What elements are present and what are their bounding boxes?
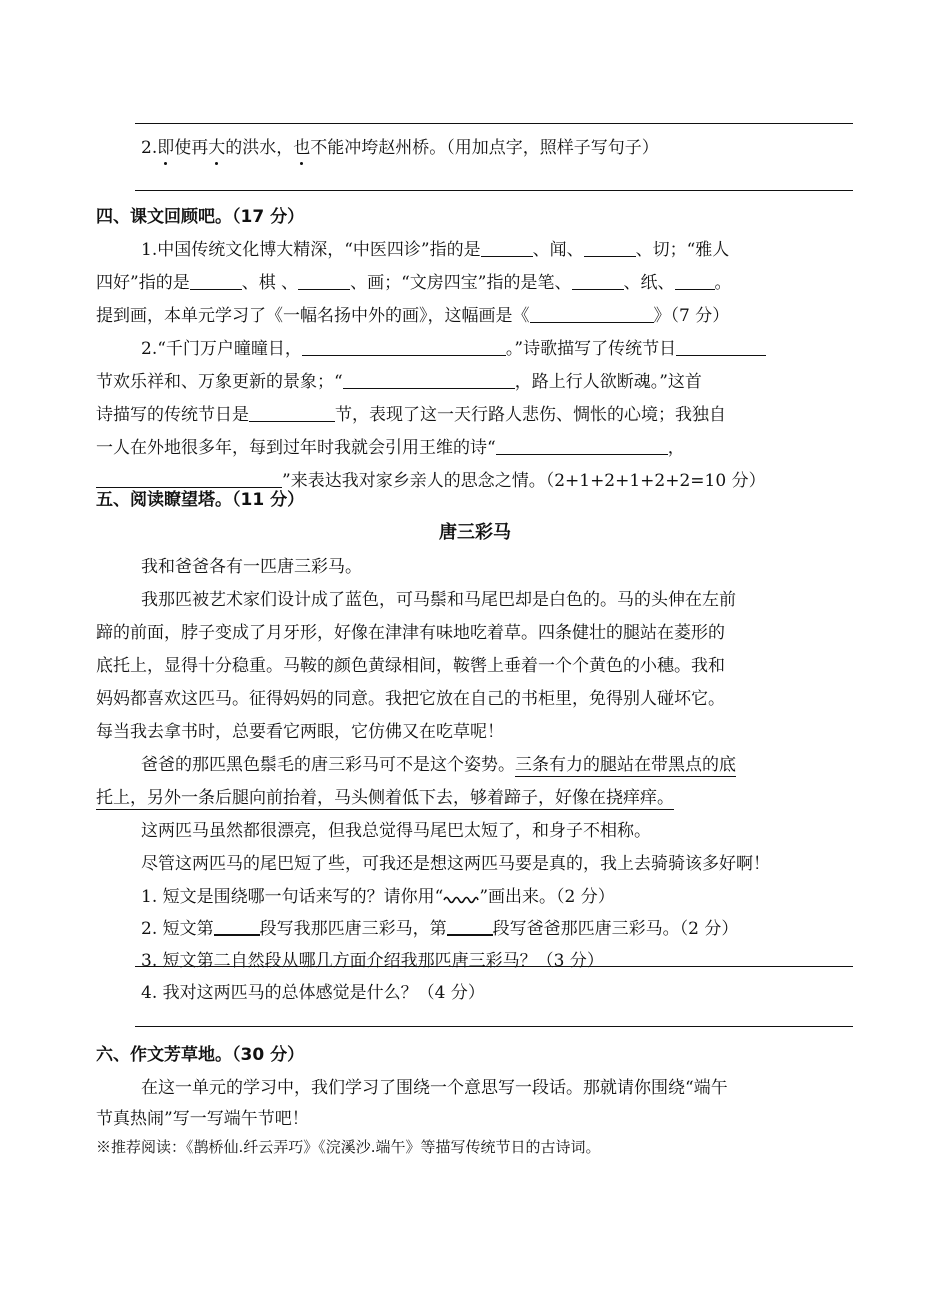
fill-blank[interactable] <box>584 240 636 257</box>
fill-blank[interactable] <box>302 339 506 356</box>
passage-paragraph-4: 这两匹马虽然都很漂亮，但我总觉得马尾巴太短了，和身子不相称。 <box>141 821 651 841</box>
part4-q1-line1: 1.中国传统文化博大精深，“中医四诊”指的是 、闻、 、切；“雅人 <box>141 240 730 260</box>
section-heading-5: 五、阅读瞭望塔。（11 分） <box>96 490 305 510</box>
fill-blank[interactable] <box>298 273 350 290</box>
recommended-reading-note: ※推荐阅读：《鹊桥仙.纤云弄巧》《浣溪沙.端午》等描写传统节日的古诗词。 <box>96 1138 601 1156</box>
part5-question-1: 1. 短文是围绕哪一句话来写的？请你用“ ”画出来。（2 分） <box>141 887 615 907</box>
underlined-sentence: 托上，另外一条后腿向前抬着，马头侧着低下去，够着蹄子，好像在挠痒痒。 <box>96 788 674 808</box>
part4-q2-line1: 2.“千门万户曈曈日， 。”诗歌描写了传统节日 <box>141 334 766 359</box>
passage-paragraph-3-line2 <box>96 783 674 808</box>
fill-blank[interactable] <box>675 273 715 290</box>
fill-blank[interactable] <box>249 405 335 422</box>
passage-paragraph-2-line1: 我那匹被艺术家们设计成了蓝色，可马鬃和马尾巴却是白色的。马的头伸在左前 <box>141 590 736 610</box>
wavy-line-icon <box>443 894 479 904</box>
fill-blank[interactable] <box>190 273 242 290</box>
answer-line[interactable] <box>135 123 853 124</box>
fill-blank[interactable] <box>530 306 654 323</box>
fill-blank[interactable] <box>496 438 668 455</box>
part4-q1-line3: 提到画，本单元学习了《一幅名扬中外的画》，这幅画是《 》（7 分） <box>96 306 730 326</box>
fill-blank[interactable] <box>447 918 493 936</box>
section-heading-4: 四、课文回顾吧。（17 分） <box>96 207 305 227</box>
fill-blank[interactable] <box>343 372 515 389</box>
part3-question-2: 2.即使再大的洪水，也不能冲垮赵州桥。（用加点字，照样子写句子） <box>141 133 659 158</box>
part4-q1-line2: 四好”指的是 、棋 、 、画；“文房四宝”指的是笔、 、纸、 。 <box>96 273 732 293</box>
part4-q2-line5: ”来表达我对家乡亲人的思念之情。（2+1+2+1+2+2=10 分） <box>96 466 766 491</box>
fill-blank[interactable] <box>214 918 260 936</box>
passage-paragraph-2-line5: 每当我去拿书时，总要看它两眼，它仿佛又在吃草呢！ <box>96 722 504 742</box>
part4-q2-line4: 一人在外地很多年，每到过年时我就会引用王维的诗“ ， <box>96 438 685 458</box>
fill-blank[interactable] <box>676 339 766 356</box>
composition-prompt-line2: 节真热闹”写一写端午节吧！ <box>96 1109 309 1129</box>
answer-line[interactable] <box>135 1026 853 1027</box>
answer-line[interactable] <box>135 190 853 191</box>
passage-paragraph-1: 我和爸爸各有一匹唐三彩马。 <box>141 557 362 577</box>
passage-paragraph-2-line4: 妈妈都喜欢这匹马。征得妈妈的同意。我把它放在自己的书柜里，免得别人碰坏它。 <box>96 689 725 709</box>
passage-paragraph-2-line2: 蹄的前面，脖子变成了月牙形，好像在津津有味地吃着草。四条健壮的腿站在菱形的 <box>96 623 725 643</box>
passage-paragraph-3-line1: 爸爸的那匹黑色鬃毛的唐三彩马可不是这个姿势。三条有力的腿站在带黑点的底 <box>141 755 736 775</box>
composition-prompt-line1: 在这一单元的学习中，我们学习了围绕一个意思写一段话。那就请你围绕“端午 <box>141 1078 728 1098</box>
passage-paragraph-2-line3: 底托上，显得十分稳重。马鞍的颜色黄绿相间，鞍辔上垂着一个个黄色的小穗。我和 <box>96 656 725 676</box>
fill-blank[interactable] <box>481 240 533 257</box>
part5-question-4: 4. 我对这两匹马的总体感觉是什么？（4 分） <box>141 983 485 1003</box>
part4-q2-line3: 诗描写的传统节日是 节，表现了这一天行路人悲伤、惆怅的心境；我独自 <box>96 405 726 425</box>
passage-paragraph-5: 尽管这两匹马的尾巴短了些，可我还是想这两匹马要是真的，我上去骑骑该多好啊！ <box>141 854 770 874</box>
part5-question-3: 3. 短文第二自然段从哪几方面介绍我那匹唐三彩马？（3 分） <box>141 951 604 971</box>
dotted-char: 即 <box>157 133 174 158</box>
part5-question-2: 2. 短文第 段写我那匹唐三彩马，第 段写爸爸那匹唐三彩马。（2 分） <box>141 919 739 939</box>
passage-title: 唐三彩马 <box>439 522 511 543</box>
dotted-char: 也 <box>293 133 310 158</box>
dotted-char: 大 <box>208 133 225 158</box>
part4-q2-line2: 节欢乐祥和、万象更新的景象；“ ，路上行人欲断魂。”这首 <box>96 372 702 392</box>
underlined-sentence: 三条有力的腿站在带黑点的底 <box>515 755 736 775</box>
fill-blank[interactable] <box>572 273 624 290</box>
answer-line[interactable] <box>135 966 853 967</box>
section-heading-6: 六、作文芳草地。（30 分） <box>96 1045 305 1065</box>
